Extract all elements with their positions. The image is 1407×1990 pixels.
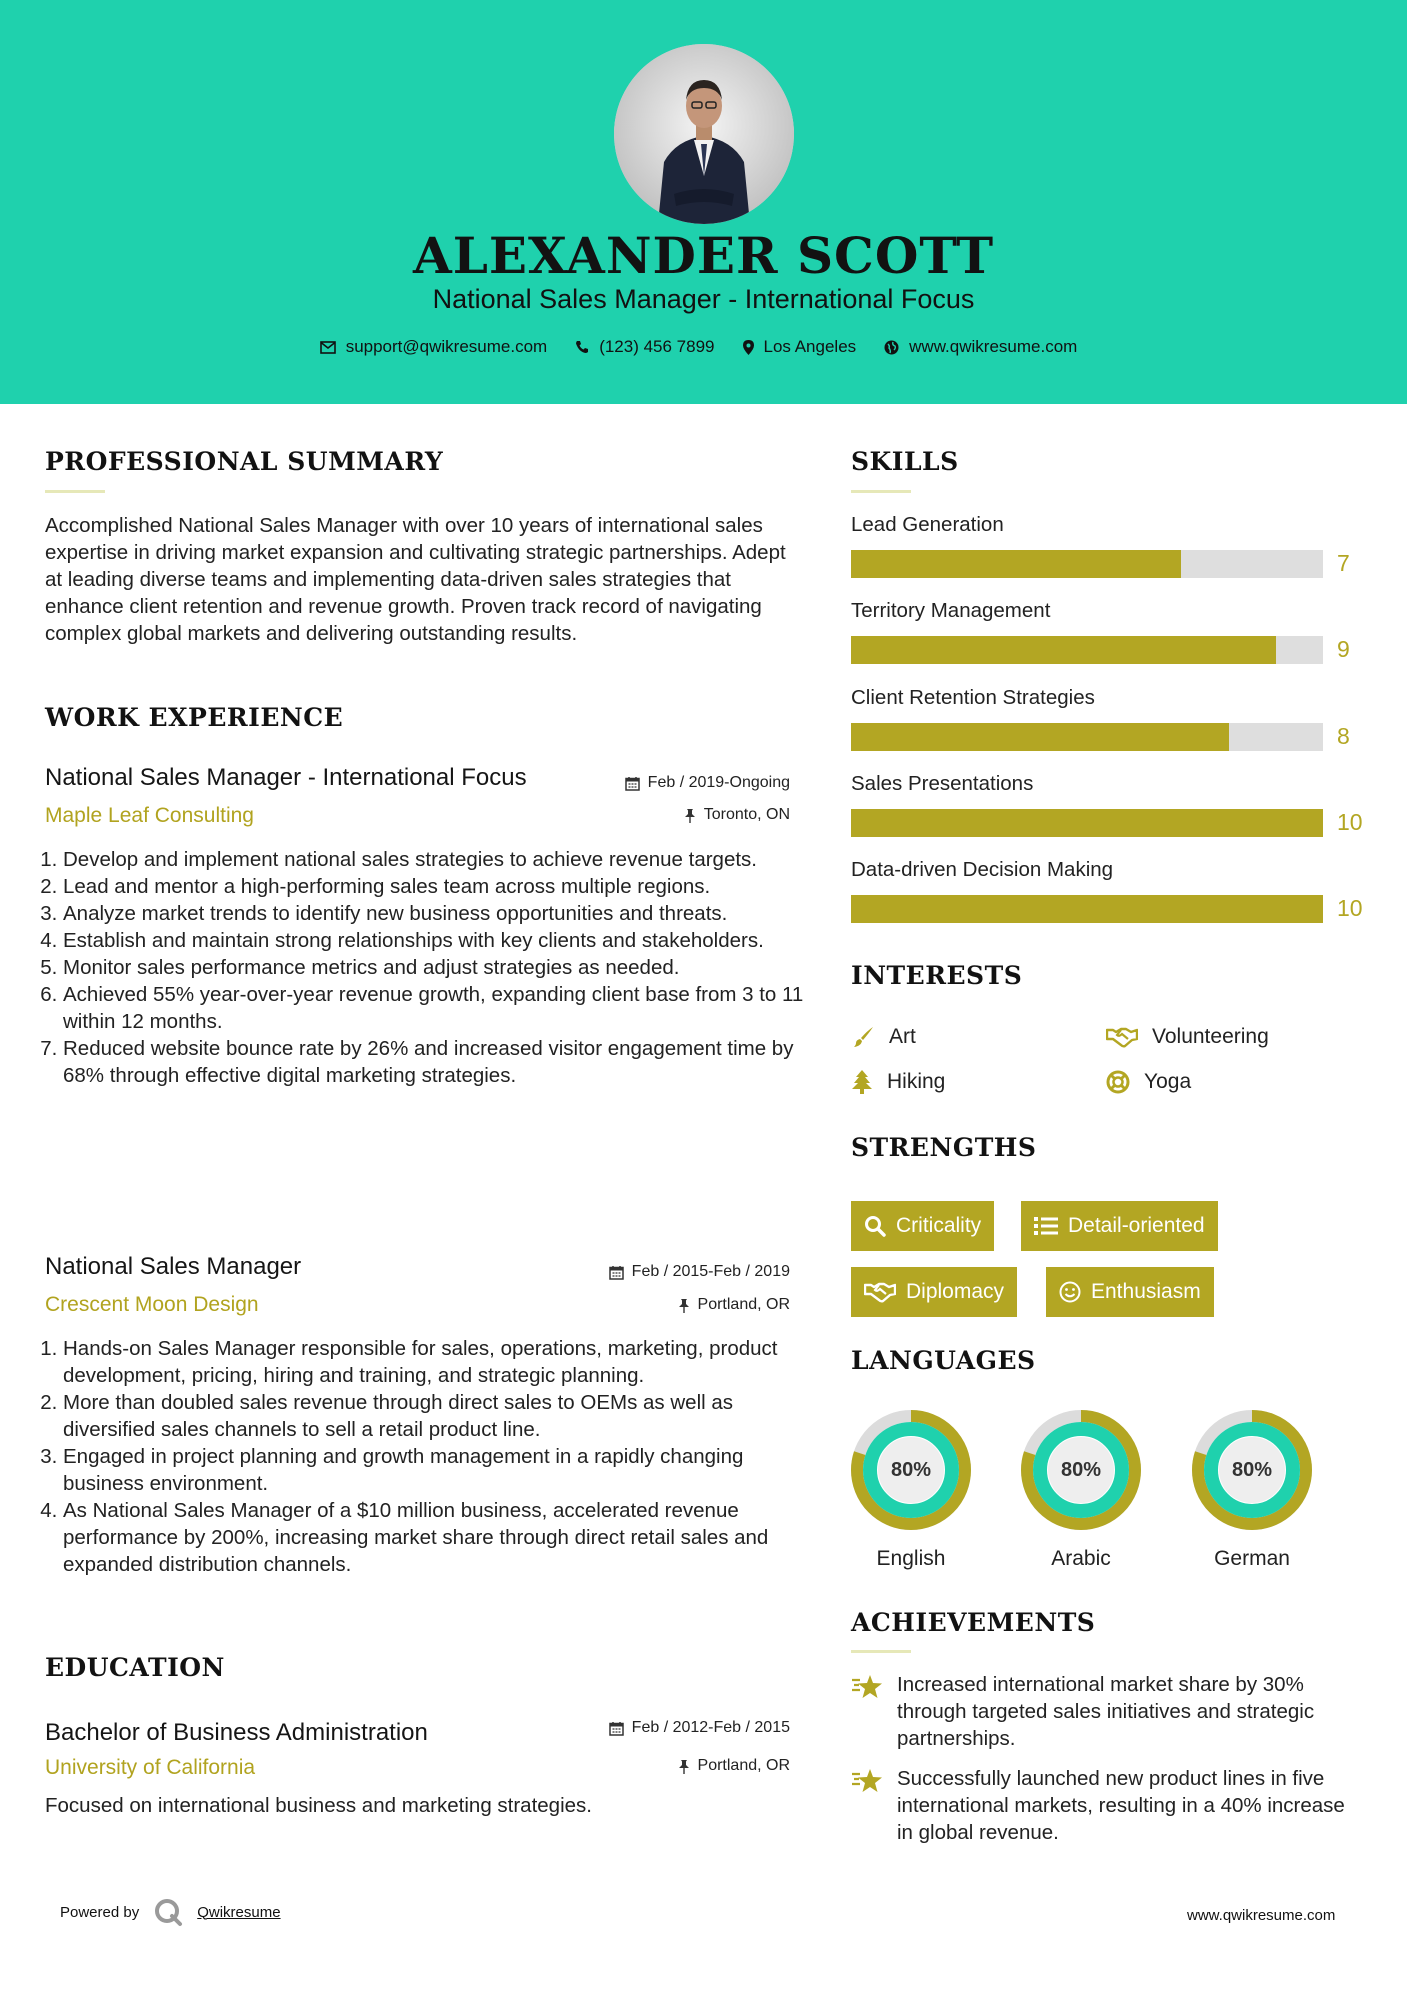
strength-tag (851, 1267, 1017, 1317)
skill-value: 8 (1337, 723, 1350, 749)
achievement-item (851, 1671, 1365, 1752)
education-title: EDUCATION (45, 1653, 225, 1682)
job-dates (625, 774, 790, 792)
skill-bar-fill (851, 723, 1229, 751)
calendar-icon (625, 776, 640, 791)
interest-label: Art (889, 1025, 916, 1048)
job-location (678, 1296, 790, 1314)
company-name: Crescent Moon Design (45, 1293, 259, 1316)
duty-item: 6. Achieved 55% year-over-year revenue growth, expanding client base from 3 to 11 within 12 months. (63, 981, 811, 1035)
skill-bar-track (851, 723, 1323, 751)
education-location-text: Portland, OR (697, 1757, 790, 1774)
job-dates-text: Feb / 2015-Feb / 2019 (631, 1263, 790, 1280)
language-percent: 80% (1060, 1459, 1102, 1481)
strength-label: Criticality (896, 1214, 982, 1237)
footer-url[interactable]: www.qwikresume.com (1187, 1907, 1336, 1924)
job-location (684, 806, 790, 824)
strength-label: Enthusiasm (1091, 1280, 1201, 1303)
language-item (1020, 1409, 1142, 1570)
contact-email-text: support@qwikresume.com (345, 337, 548, 356)
job-dates (609, 1263, 790, 1281)
duty-item: 5. Monitor sales performance metrics and adjust strategies as needed. (63, 954, 811, 981)
contact-website[interactable] (884, 337, 1077, 357)
skill-bar-fill (851, 550, 1181, 578)
strength-tag (851, 1201, 994, 1251)
skill-bar-track (851, 895, 1323, 923)
candidate-name: ALEXANDER SCOTT (412, 226, 995, 285)
powered-by-label: Powered by (60, 1903, 140, 1921)
achievement-text: Successfully launched new product lines in five international markets, resulting in a 40% increase in global revenue. (897, 1767, 1345, 1844)
pushpin-icon (684, 808, 696, 823)
footer-brand-link[interactable]: Qwikresume (197, 1903, 281, 1921)
candidate-headline: National Sales Manager - International Focus (432, 284, 975, 314)
skill-value: 10 (1337, 809, 1363, 835)
contact-bar (0, 337, 1407, 357)
interest-label: Hiking (887, 1070, 946, 1093)
interest-item (851, 1070, 945, 1094)
job-duties-list (45, 1335, 811, 1578)
interests-title: INTERESTS (851, 961, 1023, 990)
skill-name: Client Retention Strategies (851, 686, 1095, 709)
education-dates (609, 1719, 790, 1737)
skill-name: Data-driven Decision Making (851, 858, 1114, 881)
contact-email[interactable] (320, 337, 548, 357)
job-dates-text: Feb / 2019-Ongoing (647, 774, 790, 791)
interest-label: Volunteering (1152, 1025, 1269, 1048)
skills-underline (851, 490, 911, 493)
job-title: National Sales Manager - International Focus (45, 764, 527, 791)
language-name: Arabic (1051, 1547, 1111, 1570)
school-name: University of California (45, 1756, 256, 1779)
pushpin-icon (678, 1759, 690, 1774)
interest-label: Yoga (1144, 1070, 1192, 1093)
footer-powered-by (60, 1897, 281, 1927)
duty-item: 2. Lead and mentor a high-performing sales team across multiple regions. (63, 873, 811, 900)
skill-bar-fill (851, 895, 1323, 923)
star-icon (851, 1673, 883, 1699)
calendar-icon (609, 1721, 624, 1736)
achievement-item (851, 1765, 1365, 1846)
skill-bar-track (851, 636, 1323, 664)
map-marker-icon (743, 340, 754, 355)
skill-bar-track (851, 809, 1323, 837)
contact-location (743, 337, 857, 357)
skill-bar-fill (851, 809, 1323, 837)
language-item (1191, 1409, 1313, 1570)
strength-label: Detail-oriented (1068, 1214, 1205, 1237)
achievement-text: Increased international market share by 30% through targeted sales initiatives and strategic partnerships. (897, 1673, 1315, 1750)
duty-item: 3. Analyze market trends to identify new business opportunities and threats. (63, 900, 811, 927)
degree-title: Bachelor of Business Administration (45, 1719, 428, 1746)
language-name: German (1214, 1547, 1290, 1570)
smile-icon (1059, 1281, 1081, 1303)
language-percent: 80% (1231, 1459, 1273, 1481)
contact-location-text: Los Angeles (763, 337, 857, 356)
duty-item: 1. Hands-on Sales Manager responsible for sales, operations, marketing, product development, pricing, hiring and training, and strategic planning. (63, 1335, 811, 1389)
handshake-icon (864, 1281, 896, 1303)
skill-value: 9 (1337, 636, 1350, 662)
summary-text: Accomplished National Sales Manager with over 10 years of international sales expertise in driving market expansion and cultivating strategic partnerships. Adept at leading diverse teams and implementing data-driven sales strategies that enhance client retention and revenue growth. Proven track record of navigating complex global markets and delivering outstanding results. (45, 514, 786, 645)
contact-phone-text: (123) 456 7899 (599, 337, 715, 356)
job-title: National Sales Manager (45, 1253, 302, 1280)
skill-name: Sales Presentations (851, 772, 1034, 795)
skill-name: Lead Generation (851, 513, 1004, 536)
calendar-icon (609, 1265, 624, 1280)
skill-value: 10 (1337, 895, 1363, 921)
languages-title: LANGUAGES (851, 1346, 1036, 1375)
job-location-text: Portland, OR (697, 1296, 790, 1313)
language-item (850, 1409, 972, 1570)
list-icon (1034, 1216, 1058, 1236)
summary-title: PROFESSIONAL SUMMARY (45, 447, 444, 476)
paintbrush-icon (851, 1025, 875, 1049)
contact-phone[interactable] (575, 337, 714, 357)
company-name: Maple Leaf Consulting (45, 804, 254, 827)
job-duties-list (45, 846, 811, 1089)
achievements-title: ACHIEVEMENTS (851, 1608, 1096, 1637)
strengths-title: STRENGTHS (851, 1133, 1037, 1162)
contact-website-text: www.qwikresume.com (909, 337, 1078, 356)
language-percent: 80% (890, 1459, 932, 1481)
star-icon (851, 1767, 883, 1793)
duty-item: 3. Engaged in project planning and growth management in a rapidly changing business environment. (63, 1443, 811, 1497)
duty-item: 7. Reduced website bounce rate by 26% and increased visitor engagement time by 68% through effective digital marketing strategies. (63, 1035, 811, 1089)
duty-item: 2. More than doubled sales revenue through direct sales to OEMs as well as diversified sales channels to sell a retail product line. (63, 1389, 811, 1443)
search-icon (864, 1215, 886, 1237)
summary-underline (45, 490, 105, 493)
handshake-icon (1106, 1026, 1138, 1048)
job-location-text: Toronto, ON (703, 806, 790, 823)
education-location (678, 1757, 790, 1775)
interest-item (1106, 1025, 1269, 1049)
skill-bar-fill (851, 636, 1276, 664)
profile-photo (614, 44, 794, 224)
interest-item (1106, 1070, 1191, 1094)
skill-bar-track (851, 550, 1323, 578)
interest-item (851, 1025, 916, 1049)
qwikresume-logo-icon (153, 1897, 183, 1927)
life-ring-icon (1106, 1070, 1130, 1094)
education-dates-text: Feb / 2012-Feb / 2015 (631, 1719, 790, 1736)
duty-item: 4. As National Sales Manager of a $10 million business, accelerated revenue performance by 200%, increasing market share through direct retail sales and expanded distribution channels. (63, 1497, 811, 1578)
tree-icon (851, 1070, 873, 1094)
header-banner (0, 0, 1407, 404)
envelope-icon (320, 341, 336, 354)
pushpin-icon (678, 1298, 690, 1313)
skill-name: Territory Management (851, 599, 1051, 622)
duty-item: 1. Develop and implement national sales strategies to achieve revenue targets. (63, 846, 811, 873)
experience-title: WORK EXPERIENCE (45, 703, 344, 732)
duty-item: 4. Establish and maintain strong relationships with key clients and stakeholders. (63, 927, 811, 954)
globe-icon (884, 340, 899, 355)
achievements-underline (851, 1650, 911, 1653)
phone-icon (575, 340, 589, 354)
language-name: English (876, 1547, 946, 1570)
strength-tag (1046, 1267, 1214, 1317)
skill-value: 7 (1337, 550, 1350, 576)
strength-label: Diplomacy (906, 1280, 1005, 1303)
skills-title: SKILLS (851, 447, 959, 476)
strength-tag (1021, 1201, 1218, 1251)
education-description: Focused on international business and marketing strategies. (45, 1794, 592, 1817)
